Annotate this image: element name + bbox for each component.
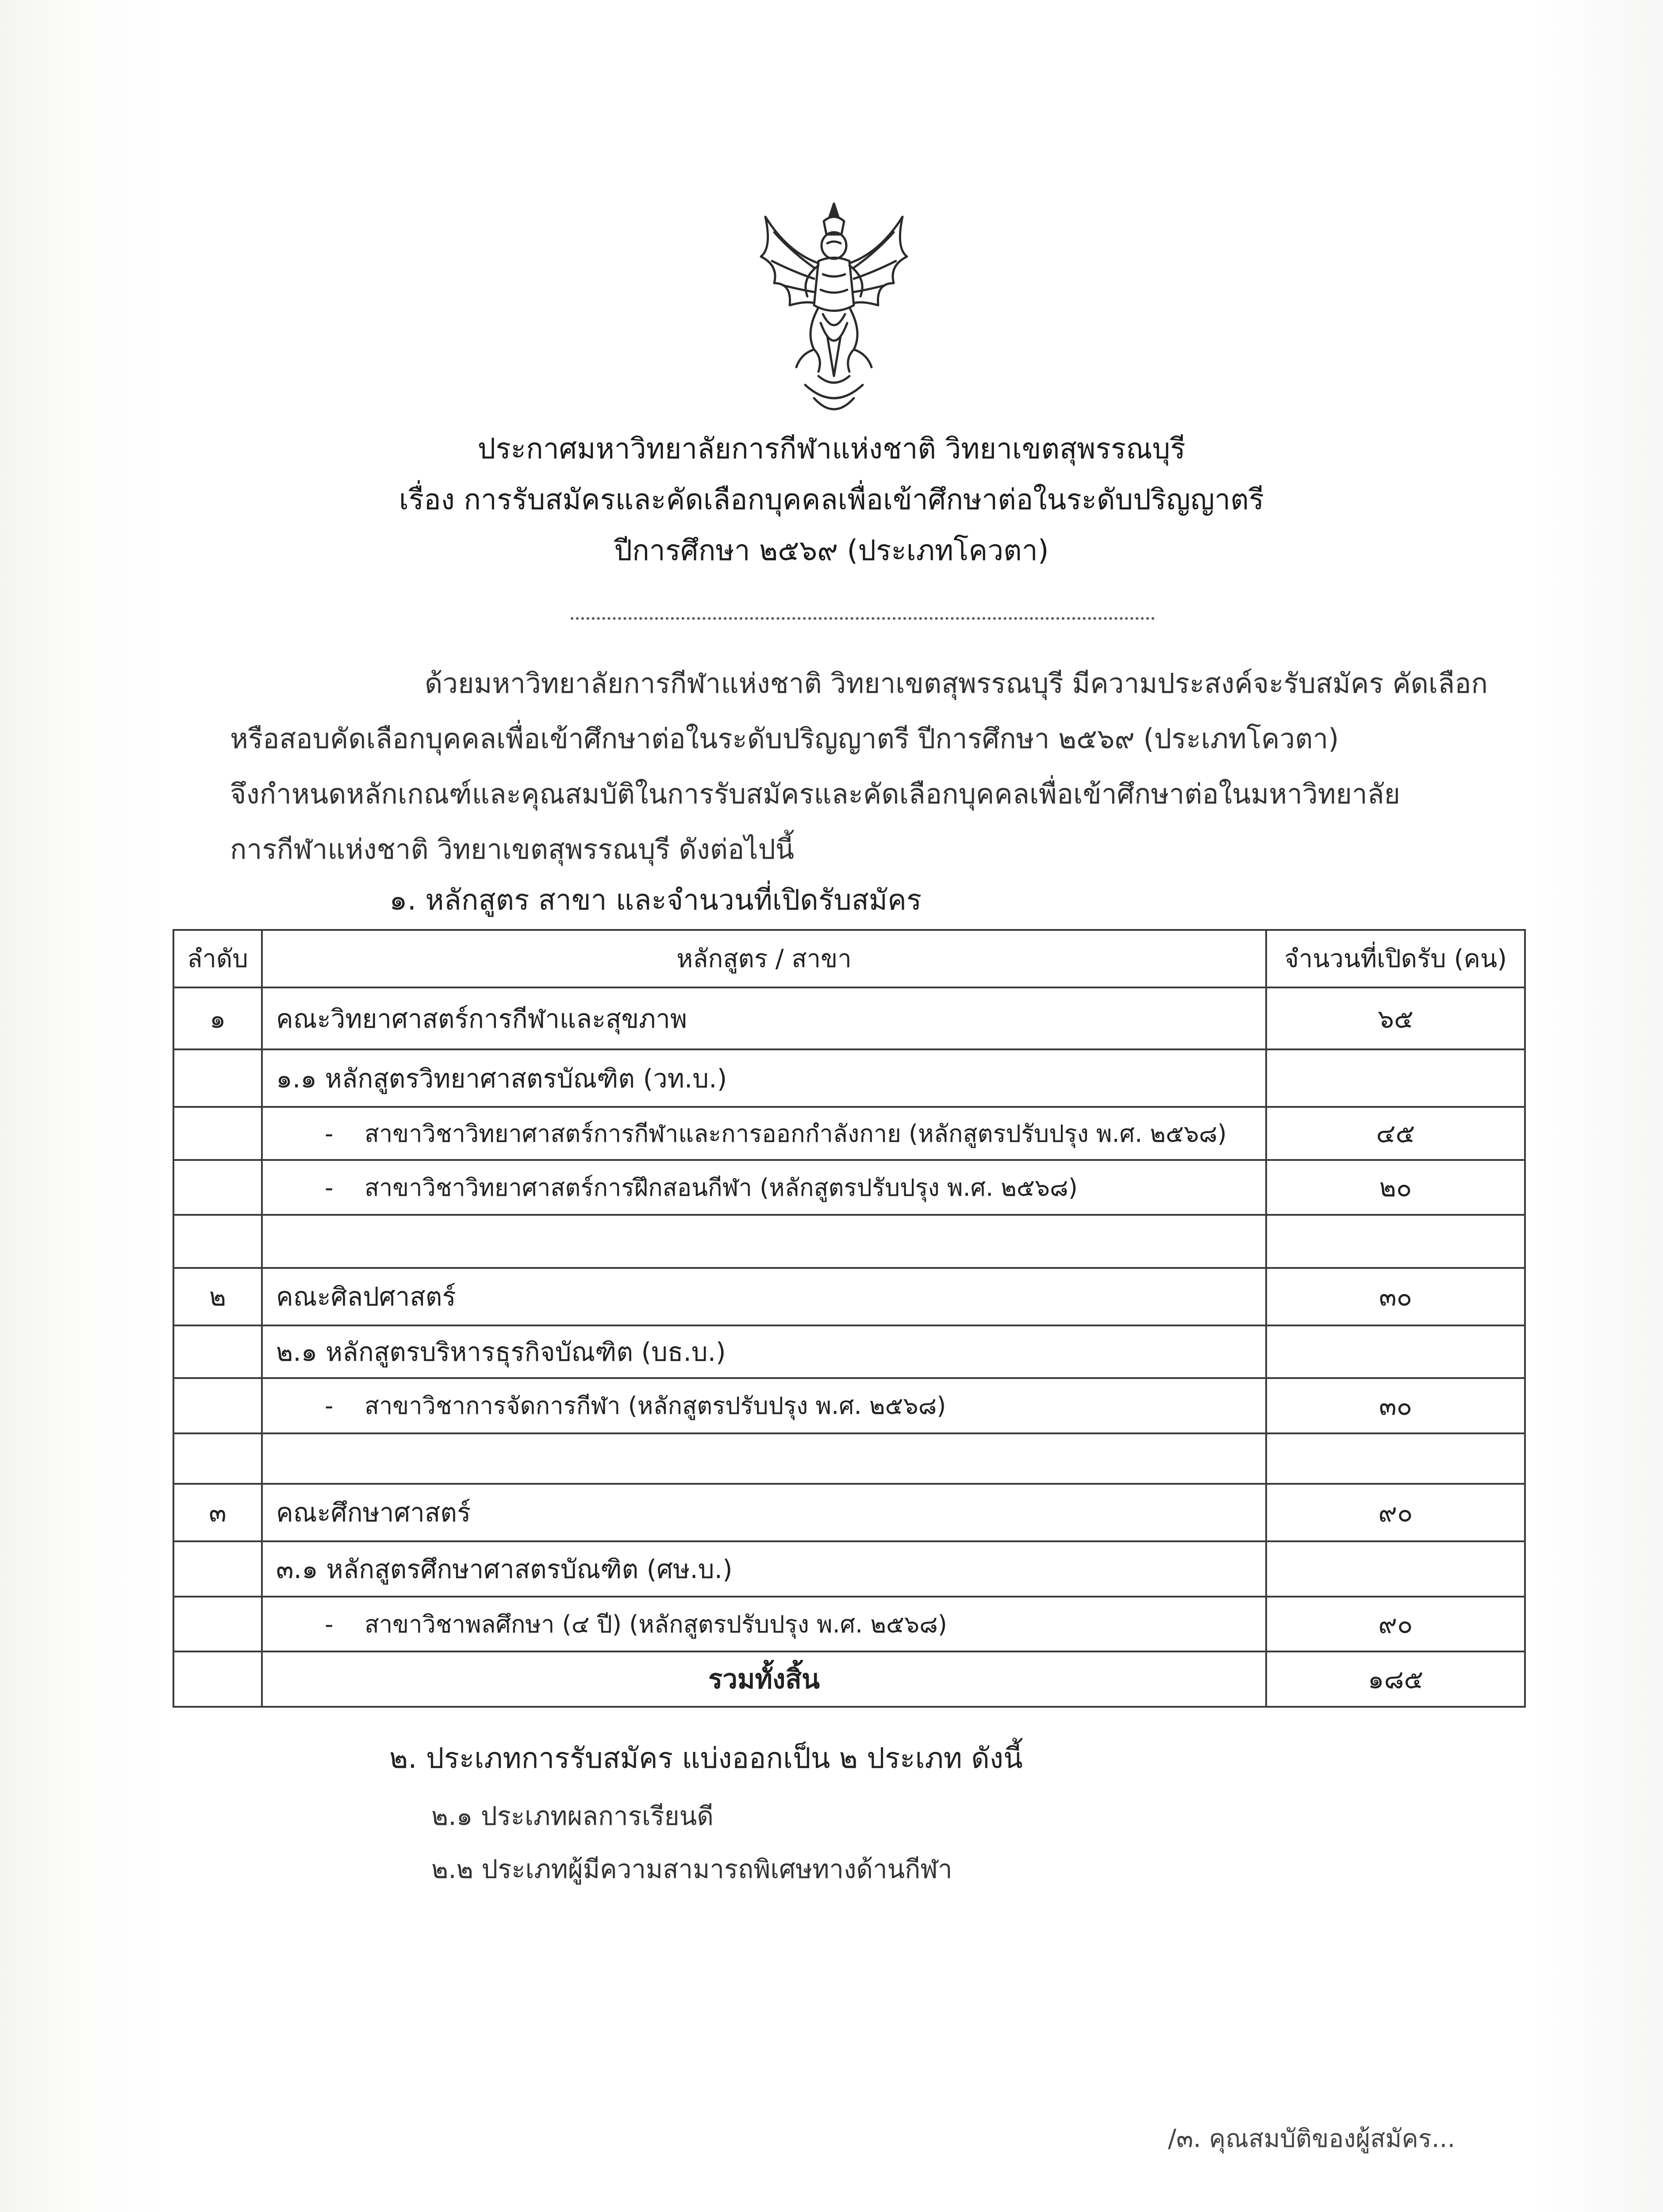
row-count: ๒๐: [1266, 1160, 1525, 1215]
header-count: จำนวนที่เปิดรับ (คน): [1266, 930, 1525, 987]
garuda-emblem: [748, 190, 920, 429]
major-label: สาขาวิชาการจัดการกีฬา (หลักสูตรปรับปรุง พ.ศ. ๒๕๖๘): [365, 1392, 946, 1420]
major-name: [262, 1378, 1266, 1433]
row-count: ๙๐: [1266, 1484, 1525, 1541]
continuation-note: /๓. คุณสมบัติของผู้สมัคร...: [1168, 2124, 1456, 2153]
section-2-item-1: ๒.๑ ประเภทผลการเรียนดี: [431, 1801, 714, 1831]
bullet-dash: -: [325, 1119, 334, 1148]
row-count-empty: [1266, 1325, 1525, 1378]
row-count: ๖๕: [1266, 987, 1525, 1049]
bullet-dash: -: [325, 1392, 334, 1420]
faculty-name: คณะศึกษาศาสตร์: [262, 1484, 1266, 1541]
major-name: [262, 1597, 1266, 1652]
intro-line-2: หรือสอบคัดเลือกบุคคลเพื่อเข้าศึกษาต่อในระดับปริญญาตรี ปีการศึกษา ๒๕๖๙ (ประเภทโควตา): [230, 722, 1339, 755]
table-total-row: [173, 1651, 1525, 1707]
section-2-title: ๒. ประเภทการรับสมัคร แบ่งออกเป็น ๒ ประเภท ดังนี้: [389, 1742, 1023, 1775]
table-row: [173, 1107, 1525, 1160]
program-name: ๓.๑ หลักสูตรศึกษาศาสตรบัณฑิต (ศษ.บ.): [262, 1541, 1266, 1597]
table-spacer-row: [173, 1433, 1525, 1484]
table-row: [173, 1325, 1525, 1378]
table-row: [173, 1484, 1525, 1541]
faculty-name: คณะศิลปศาสตร์: [262, 1268, 1266, 1325]
row-no-empty: [173, 1325, 262, 1378]
intro-line-3: จึงกำหนดหลักเกณฑ์และคุณสมบัติในการรับสมัครและคัดเลือกบุคคลเพื่อเข้าศึกษาต่อในมหาวิทยาลัย: [230, 778, 1400, 810]
faculty-name: คณะวิทยาศาสตร์การกีฬาและสุขภาพ: [262, 987, 1266, 1049]
row-no-empty: [173, 1049, 262, 1107]
intro-line-4: การกีฬาแห่งชาติ วิทยาเขตสุพรรณบุรี ดังต่อไปนี้: [230, 833, 795, 865]
row-count-empty: [1266, 1049, 1525, 1107]
major-label: สาขาวิชาวิทยาศาสตร์การกีฬาและการออกกำลังกาย (หลักสูตรปรับปรุง พ.ศ. ๒๕๖๘): [365, 1119, 1227, 1148]
row-no: ๒: [173, 1268, 262, 1325]
table-row: [173, 1597, 1525, 1652]
course-table: [173, 929, 1526, 1708]
table-header-row: [173, 930, 1525, 987]
major-name: [262, 1107, 1266, 1160]
table-spacer-row: [173, 1215, 1525, 1267]
academic-year: ปีการศึกษา ๒๕๖๙ (ประเภทโควตา): [614, 534, 1049, 567]
table-row: [173, 1268, 1525, 1325]
header-separator: [571, 617, 1155, 620]
row-no: ๑: [173, 987, 262, 1049]
bullet-dash: -: [325, 1610, 334, 1638]
section-2-item-2: ๒.๒ ประเภทผู้มีความสามารถพิเศษทางด้านกีฬา: [431, 1854, 952, 1884]
row-count: ๙๐: [1266, 1597, 1525, 1652]
major-name: [262, 1160, 1266, 1215]
bullet-dash: -: [325, 1173, 334, 1202]
table-row: [173, 1049, 1525, 1107]
major-label: สาขาวิชาวิทยาศาสตร์การฝึกสอนกีฬา (หลักสูตรปรับปรุง พ.ศ. ๒๕๖๘): [365, 1173, 1078, 1202]
header-no: ลำดับ: [173, 930, 262, 987]
announcement-title: ประกาศมหาวิทยาลัยการกีฬาแห่งชาติ วิทยาเขตสุพรรณบุรี: [477, 433, 1186, 465]
row-count: ๔๕: [1266, 1107, 1525, 1160]
table-row: [173, 987, 1525, 1049]
row-count: ๓๐: [1266, 1268, 1525, 1325]
row-count: ๓๐: [1266, 1378, 1525, 1433]
announcement-subject: เรื่อง การรับสมัครและคัดเลือกบุคคลเพื่อเข้าศึกษาต่อในระดับปริญญาตรี: [399, 484, 1264, 516]
intro-line-1: ด้วยมหาวิทยาลัยการกีฬาแห่งชาติ วิทยาเขตสุพรรณบุรี มีความประสงค์จะรับสมัคร คัดเลือก: [425, 667, 1488, 699]
table-row: [173, 1378, 1525, 1433]
row-count-empty: [1266, 1541, 1525, 1597]
row-no-empty: [173, 1378, 262, 1433]
header-program: หลักสูตร / สาขา: [262, 930, 1266, 987]
major-label: สาขาวิชาพลศึกษา (๔ ปี) (หลักสูตรปรับปรุง พ.ศ. ๒๕๖๘): [365, 1610, 947, 1638]
row-no: ๓: [173, 1484, 262, 1541]
table-row: [173, 1541, 1525, 1597]
table-row: [173, 1160, 1525, 1215]
row-no-empty: [173, 1160, 262, 1215]
total-count: ๑๘๕: [1266, 1651, 1525, 1707]
program-name: ๑.๑ หลักสูตรวิทยาศาสตรบัณฑิต (วท.บ.): [262, 1049, 1266, 1107]
row-no-empty: [173, 1107, 262, 1160]
total-label: รวมทั้งสิ้น: [262, 1651, 1266, 1707]
program-name: ๒.๑ หลักสูตรบริหารธุรกิจบัณฑิต (บธ.บ.): [262, 1325, 1266, 1378]
section-1-title: ๑. หลักสูตร สาขา และจำนวนที่เปิดรับสมัคร: [389, 884, 922, 917]
row-no-empty: [173, 1597, 262, 1652]
row-no-empty: [173, 1541, 262, 1597]
